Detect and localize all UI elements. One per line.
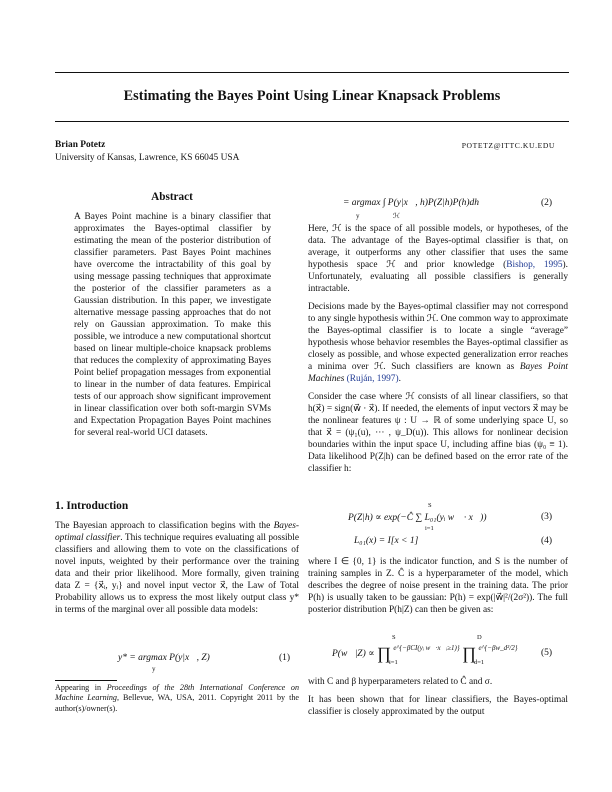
paragraph-linear-classifiers: Consider the case where ℋ consists of all linear classifiers, so that h(x⃗) = sign(w⃗ · x⃗). If needed, the elements of input vectors x⃗ may be the nonlinear features ψ : U → ℝ of some underlying space U, so that x⃗ = (ψ₁(u), ··· , ψ_D(u)). This allows for nonlinear decision boundaries within the input space U, including affine bias (ψ₀ ≡ 1). Data likelihood P(Z|h) can be defined based on the error rate of the classifier h: bbox=[308, 392, 568, 474]
paragraph-indicator: where I ∈ {0, 1} is the indicator function, and S is the number of training samples in Z. Ĉ is a hyperparameter of the model, which describes the degree of noise present in the training data. The prior P(h) is usually taken to be gaussian: P(h) = exp(|w⃗|²/(2σ²)). The full posterior distribution P(h|Z) can then be given as: bbox=[308, 557, 568, 615]
paragraph-hypothesis-space bbox=[308, 223, 568, 295]
text: Here, ℋ is the space of all possible models, or hypotheses, of the data. The advantage of the Bayes-optimal classifier is that, on average, it outperforms any other classifier that uses the same hypothesis space ℋ and prior knowledge ( bbox=[308, 224, 568, 270]
abstract-heading: Abstract bbox=[151, 191, 193, 203]
equation-5-lhs: P(w⃗|Z) ∝ bbox=[332, 649, 375, 660]
paragraph-bayes-point bbox=[308, 301, 568, 385]
abstract-text: A Bayes Point machine is a binary classifier that approximates the Bayes-optimal classifier by estimating the mean of the posterior distribution of classifier parameters. Past Bayes Point machines have overcome the intractability of this goal by using message passing techniques that approximate the posterior of the classifier parameters as a Gaussian distribution. In this paper, we investigate alternative message passing approaches that do not rely on Gaussian approximation. To make this possible, we introduce a new computational shortcut based on linear multiple-choice knapsack problems that reduces the complexity of approximating Bayes Point belief propagation messages from exponential to linear in the number of data features. Empirical tests of our approach show significant improvement in linear classification over both soft-margin SVMs and Expectation Propagation Bayes Point machines for several real-world UCI datasets. bbox=[74, 212, 271, 438]
equation-3 bbox=[348, 502, 487, 532]
equation-3-lower: i=1 bbox=[425, 525, 434, 532]
footnote-venue: Proceedings of the 28th International Conference on Machine Learning bbox=[55, 683, 299, 703]
equation-3-upper: S bbox=[428, 502, 432, 509]
equation-2 bbox=[343, 198, 480, 220]
author-name: Brian Potetz bbox=[55, 140, 106, 150]
equation-1 bbox=[118, 653, 210, 673]
author-affiliation: University of Kansas, Lawrence, KS 66045 USA bbox=[55, 153, 240, 163]
section-heading-introduction: 1. Introduction bbox=[55, 500, 129, 512]
citation-bishop[interactable]: Bishop, 1995 bbox=[506, 260, 563, 270]
equation-2-integral-domain: ℋ bbox=[393, 212, 400, 220]
intro-text-cont: . This technique requires evaluating all possible classifiers and allowing them to vote on the classifications of novel inputs, weighted by their performance over the training data and their prior likelihood. More formally, given training data Z = {x⃗ᵢ, yᵢ} and novel input vector x⃗, the Law of Total Probability allows us to express the most likely output class y* in terms of the marginal over all possible data models: bbox=[55, 533, 300, 615]
paper-title: Estimating the Bayes Point Using Linear Knapsack Problems bbox=[123, 88, 501, 104]
equation-1-subscript: y bbox=[152, 665, 156, 673]
footnote bbox=[55, 683, 299, 714]
equation-5-number: (5) bbox=[541, 648, 553, 658]
equation-5-term1: e^{−βCI(yᵢ w⃗·x⃗ᵢ≥1)} bbox=[393, 644, 460, 653]
equation-1-number: (1) bbox=[279, 653, 291, 663]
equation-4-body: L₀₁(x) = I[x < 1] bbox=[354, 536, 419, 546]
equation-2-subscript: y bbox=[356, 212, 360, 220]
equation-5-lower2: d=1 bbox=[474, 659, 485, 666]
text: . bbox=[398, 374, 401, 384]
text: Decisions made by the Bayes-optimal classifier may not correspond to any single hypothesis within ℋ. One common way to approximate the Bayes-optimal classifier is to locate a single “average” hypothesis whose behavior resembles the Bayes-optimal classifier as closely as possible, and whose expected generalization error reaches a minima over ℋ. Such classifiers are known as bbox=[308, 302, 568, 372]
paragraph-hyperparameters: with C and β hyperparameters related to Ĉ and σ. bbox=[308, 677, 493, 687]
intro-emphasis: Bayes-optimal classifier bbox=[55, 521, 299, 543]
footnote-copyright: , Bellevue, WA, USA, 2011. Copyright 2011 by the author(s)/owner(s). bbox=[55, 693, 299, 713]
equation-2-number: (2) bbox=[541, 198, 553, 208]
equation-1-body: y* = argmax P(y|x⃗, Z) bbox=[118, 653, 210, 663]
equation-3-number: (3) bbox=[541, 512, 553, 522]
title-rule bbox=[55, 121, 569, 122]
right-column-top bbox=[308, 223, 568, 481]
right-column-bottom bbox=[308, 676, 568, 724]
footnote-rule bbox=[55, 680, 117, 681]
top-rule bbox=[55, 72, 569, 73]
equation-3-body: P(Z|h) ∝ exp(−Ĉ ∑ L₀₁(yᵢ w⃗ · x⃗)) bbox=[348, 513, 487, 523]
paragraph-approximation: It has been shown that for linear classifiers, the Bayes-optimal classifier is closely approximated by the output bbox=[308, 695, 568, 717]
citation-rujan[interactable]: (Ruján, 1997) bbox=[346, 374, 399, 384]
equation-5-upper1: S bbox=[392, 634, 396, 641]
intro-paragraph bbox=[55, 520, 299, 616]
intro-text: The Bayesian approach to classification begins with the bbox=[55, 521, 274, 531]
text: ). Unfortunately, evaluating all possible classifiers is generally intractable. bbox=[308, 260, 568, 294]
equation-4 bbox=[354, 536, 418, 546]
equation-4-number: (4) bbox=[541, 536, 553, 546]
emphasis: Bayes Point Machines bbox=[308, 362, 568, 384]
equation-5-lower1: i=1 bbox=[389, 659, 398, 666]
equation-5-term2: e^{−βw_d²/2} bbox=[478, 644, 518, 653]
equation-2-body: = argmax ∫ P(y|x⃗, h)P(Z|h)P(h)dh bbox=[343, 198, 480, 208]
footnote-text: Appearing in bbox=[55, 683, 107, 692]
product-symbol: ∏ bbox=[462, 644, 477, 663]
equation-5 bbox=[332, 634, 542, 666]
product-symbol: ∏ bbox=[376, 644, 391, 663]
equation-5-upper2: D bbox=[477, 634, 482, 641]
author-email[interactable]: POTETZ@ITTC.KU.EDU bbox=[461, 141, 555, 150]
